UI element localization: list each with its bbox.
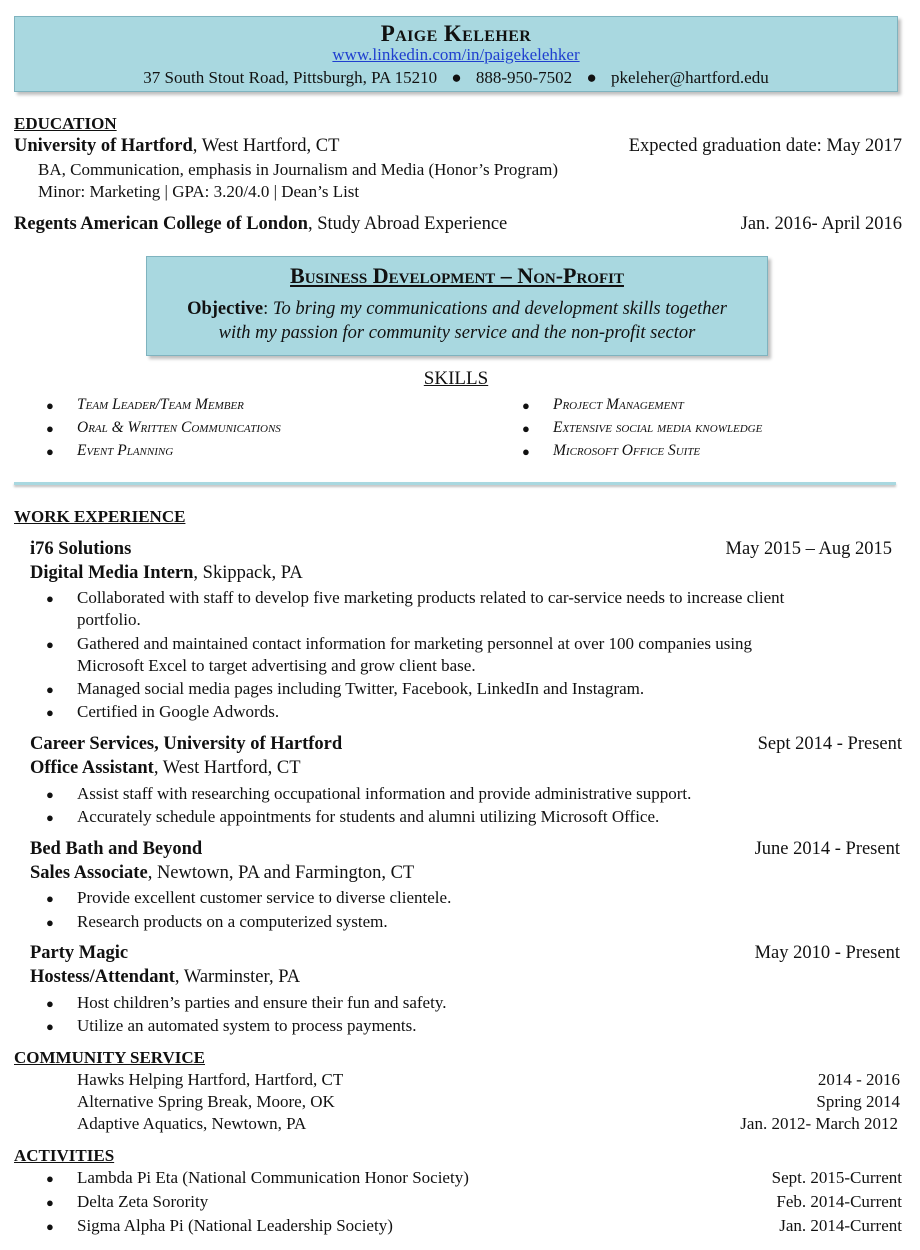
bullet-icon: ● — [46, 996, 54, 1011]
job-bullet: Provide excellent customer service to diverse clientele. — [77, 888, 452, 907]
community-item: Adaptive Aquatics, Newtown, PA — [77, 1114, 307, 1133]
job-date: Sept 2014 - Present — [757, 734, 902, 754]
community-date: Spring 2014 — [816, 1092, 900, 1111]
job-location: , Warminster, PA — [174, 967, 301, 987]
activity-date: Jan. 2014-Current — [779, 1216, 902, 1235]
job-bullet-cont: portfolio. — [77, 610, 141, 629]
job-bullet: Assist staff with researching occupational information and provide administrative support. — [77, 784, 692, 803]
job-bullet: Host children’s parties and ensure their fun and safety. — [77, 993, 447, 1012]
activity-item: Delta Zeta Sorority — [77, 1192, 209, 1211]
linkedin-link[interactable]: www.linkedin.com/in/paigekelehker — [332, 45, 580, 64]
bullet-icon: ● — [46, 682, 54, 697]
bullet-icon: ● — [46, 1171, 54, 1186]
bullet-icon: ● — [522, 398, 530, 413]
work-heading: WORK EXPERIENCE — [14, 507, 186, 526]
bullet-icon: ● — [522, 421, 530, 436]
bullet-icon: ● — [46, 787, 54, 802]
job-title-line — [30, 967, 300, 988]
bullet-icon: ● — [46, 810, 54, 825]
community-item: Alternative Spring Break, Moore, OK — [77, 1092, 335, 1111]
community-date: 2014 - 2016 — [817, 1070, 900, 1089]
job-bullet-cont: Microsoft Excel to target advertising and grow client base. — [77, 656, 476, 675]
activities-heading: ACTIVITIES — [14, 1146, 115, 1165]
bullet-icon: ● — [522, 444, 530, 459]
bullet-icon: ● — [46, 591, 54, 606]
job-title-line — [30, 758, 301, 779]
email[interactable]: pkeleher@hartford.edu — [610, 68, 769, 87]
job-bullet: Utilize an automated system to process payments. — [77, 1016, 417, 1035]
job-date: May 2015 – Aug 2015 — [725, 539, 892, 559]
bullet-icon: ● — [46, 915, 54, 930]
skill-item: Project Management — [553, 396, 684, 413]
activity-date: Feb. 2014-Current — [776, 1192, 902, 1211]
objective-line-2 — [147, 323, 767, 344]
objective-text-1: To bring my communications and development skills together — [272, 299, 727, 319]
education-heading: EDUCATION — [14, 114, 117, 133]
bullet-icon: ● — [46, 398, 54, 413]
separator-dot: ● — [451, 68, 462, 87]
skills-heading: SKILLS — [423, 368, 489, 389]
bullet-icon: ● — [46, 637, 54, 652]
contact-header — [14, 16, 898, 92]
bullet-icon: ● — [46, 705, 54, 720]
bullet-icon: ● — [46, 891, 54, 906]
bullet-icon: ● — [46, 1219, 54, 1234]
skill-item: Oral & Written Communications — [77, 419, 281, 436]
community-date: Jan. 2012- March 2012 — [740, 1114, 898, 1133]
activity-item: Lambda Pi Eta (National Communication Honor Society) — [77, 1168, 469, 1187]
contact-line — [15, 68, 897, 88]
job-company: Bed Bath and Beyond — [30, 839, 203, 859]
job-bullet: Collaborated with staff to develop five marketing products related to car-service needs to increase client — [77, 588, 785, 607]
job-title: Digital Media Intern — [30, 563, 194, 583]
job-bullet: Research products on a computerized system. — [77, 912, 388, 931]
school-2 — [14, 214, 507, 235]
separator-dot: ● — [586, 68, 597, 87]
skill-item: Extensive social media knowledge — [553, 419, 763, 436]
job-bullet: Certified in Google Adwords. — [77, 702, 280, 721]
community-item: Hawks Helping Hartford, Hartford, CT — [77, 1070, 344, 1089]
objective-title: Business Development – Non-Profit — [290, 263, 624, 288]
objective-text-2: with my passion for community service and the non-profit sector — [218, 323, 696, 343]
school-detail: , Study Abroad Experience — [307, 214, 508, 234]
activity-item: Sigma Alpha Pi (National Leadership Society) — [77, 1216, 393, 1235]
job-title: Hostess/Attendant — [30, 967, 175, 987]
skill-item: Team Leader/Team Member — [77, 396, 244, 413]
job-location: , Skippack, PA — [193, 563, 303, 583]
activity-date: Sept. 2015-Current — [771, 1168, 902, 1187]
job-company: Party Magic — [30, 943, 129, 963]
degree-line: BA, Communication, emphasis in Journalism and Media (Honor’s Program) — [38, 160, 559, 179]
bullet-icon: ● — [46, 421, 54, 436]
school-1-date: Expected graduation date: May 2017 — [628, 136, 902, 156]
job-location: , Newtown, PA and Farmington, CT — [147, 863, 415, 883]
job-date: June 2014 - Present — [754, 839, 900, 859]
job-company: Career Services, University of Hartford — [30, 734, 343, 754]
address: 37 South Stout Road, Pittsburgh, PA 15210 — [143, 68, 438, 87]
school-location: , West Hartford, CT — [192, 136, 340, 156]
minor-line: Minor: Marketing | GPA: 3.20/4.0 | Dean’s List — [38, 182, 360, 201]
objective-box — [146, 256, 768, 356]
job-bullet: Gathered and maintained contact information for marketing personnel at over 100 companies using — [77, 634, 753, 653]
objective-line-1: Objective: To bring my communications and development skills together — [187, 299, 727, 319]
job-location: , West Hartford, CT — [153, 758, 301, 778]
school-name: University of Hartford — [14, 136, 193, 156]
section-divider — [14, 482, 896, 485]
job-date: May 2010 - Present — [754, 943, 900, 963]
job-company: i76 Solutions — [30, 539, 132, 559]
job-bullet: Managed social media pages including Twitter, Facebook, LinkedIn and Instagram. — [77, 679, 645, 698]
school-2-date: Jan. 2016- April 2016 — [740, 214, 902, 234]
bullet-icon: ● — [46, 1195, 54, 1210]
objective-label: Objective — [187, 299, 264, 319]
school-name: Regents American College of London — [14, 214, 308, 234]
job-bullet: Accurately schedule appointments for students and alumni utilizing Microsoft Office. — [77, 807, 660, 826]
school-1 — [14, 136, 339, 157]
phone: 888-950-7502 — [475, 68, 573, 87]
bullet-icon: ● — [46, 444, 54, 459]
community-heading: COMMUNITY SERVICE — [14, 1048, 205, 1067]
job-title: Office Assistant — [30, 758, 154, 778]
candidate-name: Paige Keleher — [380, 21, 532, 46]
job-title-line — [30, 563, 303, 584]
skill-item: Microsoft Office Suite — [553, 442, 701, 459]
job-title: Sales Associate — [30, 863, 148, 883]
job-title-line — [30, 863, 414, 884]
bullet-icon: ● — [46, 1019, 54, 1034]
skill-item: Event Planning — [77, 442, 174, 459]
